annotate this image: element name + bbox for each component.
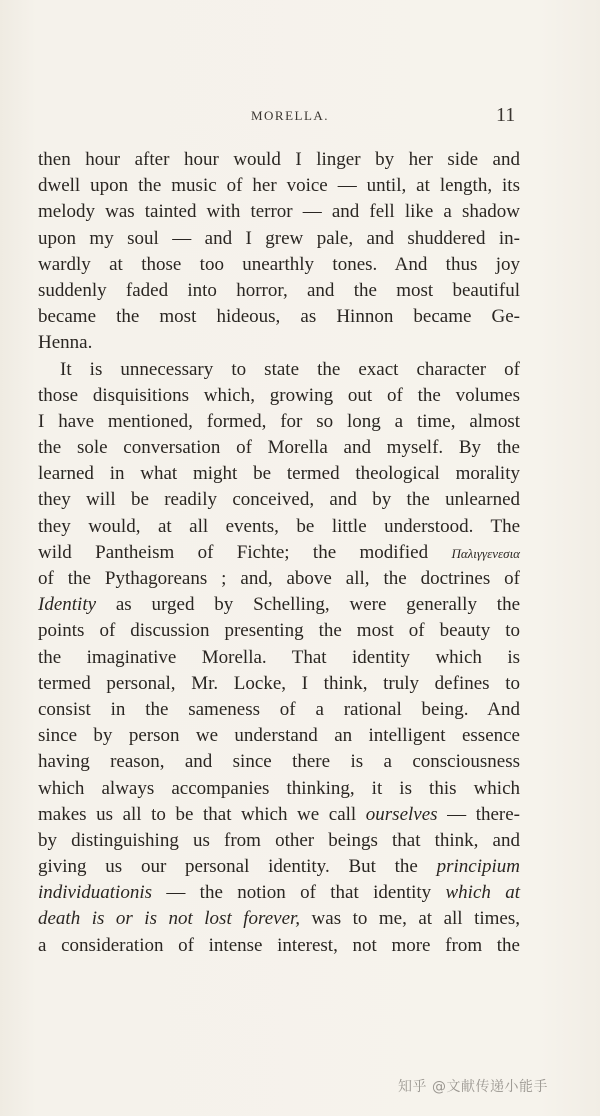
text-line: [38, 540, 520, 566]
text-segment-italic: death is or is not lost forever,: [38, 908, 301, 930]
text-segment: giving us our personal identity. But the: [38, 856, 437, 878]
text-line: [38, 592, 520, 618]
text-line: [38, 933, 520, 959]
text-line: [38, 409, 520, 435]
text-line: [38, 776, 520, 802]
text-line: [38, 173, 520, 199]
text-segment: suddenly faded into horror, and the most beautiful: [38, 279, 520, 301]
text-segment: having reason, and since there is a consciousness: [38, 751, 520, 773]
text-segment: wild Pantheism of Fichte; the modified: [38, 541, 452, 563]
text-segment: became the most hideous, as Hinnon became Ge-: [38, 306, 520, 328]
text-segment: by distinguishing us from other beings that think, and: [38, 829, 520, 851]
text-line: [38, 357, 520, 383]
text-segment: dwell upon the music of her voice — until, at length, its: [38, 175, 520, 197]
text-segment: as urged by Schelling, were generally the: [96, 594, 520, 616]
body-text: [38, 147, 520, 959]
text-line: [38, 461, 520, 487]
text-line: [38, 514, 520, 540]
text-line: [38, 618, 520, 644]
text-line: [38, 435, 520, 461]
text-line: [38, 906, 520, 932]
text-segment: which always accompanies thinking, it is this which: [38, 777, 520, 799]
text-line: [38, 697, 520, 723]
text-segment: It is unnecessary to state the exact character of: [60, 358, 520, 380]
text-segment-italic: Identity: [38, 594, 97, 616]
text-line: [38, 802, 520, 828]
text-line: [38, 828, 520, 854]
text-line: [38, 749, 520, 775]
text-segment: I have mentioned, formed, for so long a time, almost: [38, 410, 520, 432]
text-segment: they would, at all events, be little understood. The: [38, 515, 520, 537]
text-line: [38, 723, 520, 749]
text-segment: the sole conversation of Morella and myself. By the: [38, 437, 520, 459]
text-segment: — the notion of that identity: [152, 882, 446, 904]
text-segment: points of discussion presenting the most of beauty to: [38, 620, 520, 642]
text-segment-italic: principium: [436, 856, 520, 878]
text-segment-greek: Παλιγγενεσια: [451, 545, 520, 561]
text-line: [38, 383, 520, 409]
text-segment: termed personal, Mr. Locke, I think, truly defines to: [38, 672, 520, 694]
text-segment: — there-: [437, 803, 520, 825]
text-segment: makes us all to be that which we call: [38, 803, 366, 825]
text-segment: a consideration of intense interest, not more from the: [38, 934, 520, 956]
text-line: [38, 304, 520, 330]
text-segment-italic: which at: [445, 882, 520, 904]
text-segment-italic: individuationis: [38, 882, 152, 904]
text-segment: the imaginative Morella. That identity which is: [38, 646, 520, 668]
text-segment: consist in the sameness of a rational being. And: [38, 698, 520, 720]
text-line: [38, 330, 520, 356]
text-segment: upon my soul — and I grew pale, and shuddered in-: [38, 227, 520, 249]
text-segment: then hour after hour would I linger by her side and: [38, 149, 520, 170]
text-line: [38, 226, 520, 252]
text-segment: of the Pythagoreans ; and, above all, the doctrines of: [38, 568, 520, 589]
text-line: [38, 645, 520, 671]
text-segment: they will be readily conceived, and by the unlearned: [38, 489, 520, 511]
watermark: 知乎 @文献传递小能手: [398, 1079, 548, 1095]
text-segment: melody was tainted with terror — and fell like a shadow: [38, 201, 520, 223]
text-line: [38, 566, 520, 592]
text-segment: wardly at those too unearthly tones. And thus joy: [38, 253, 520, 275]
text-line: [38, 671, 520, 697]
text-line: [38, 147, 520, 173]
text-line: [38, 278, 520, 304]
text-segment: learned in what might be termed theological morality: [38, 463, 520, 485]
text-line: [38, 880, 520, 906]
text-line: [38, 487, 520, 513]
page-number: 11: [496, 104, 516, 126]
running-title: MORELLA.: [250, 108, 330, 123]
text-segment: those disquisitions which, growing out of the volumes: [38, 384, 520, 406]
text-line: [38, 199, 520, 225]
text-segment: was to me, at all times,: [300, 908, 520, 930]
text-segment: Henna.: [38, 332, 93, 354]
text-line: [38, 854, 520, 880]
text-segment: since by person we understand an intelligent essence: [38, 725, 520, 747]
text-line: [38, 252, 520, 278]
text-segment-italic: ourselves: [365, 803, 438, 825]
